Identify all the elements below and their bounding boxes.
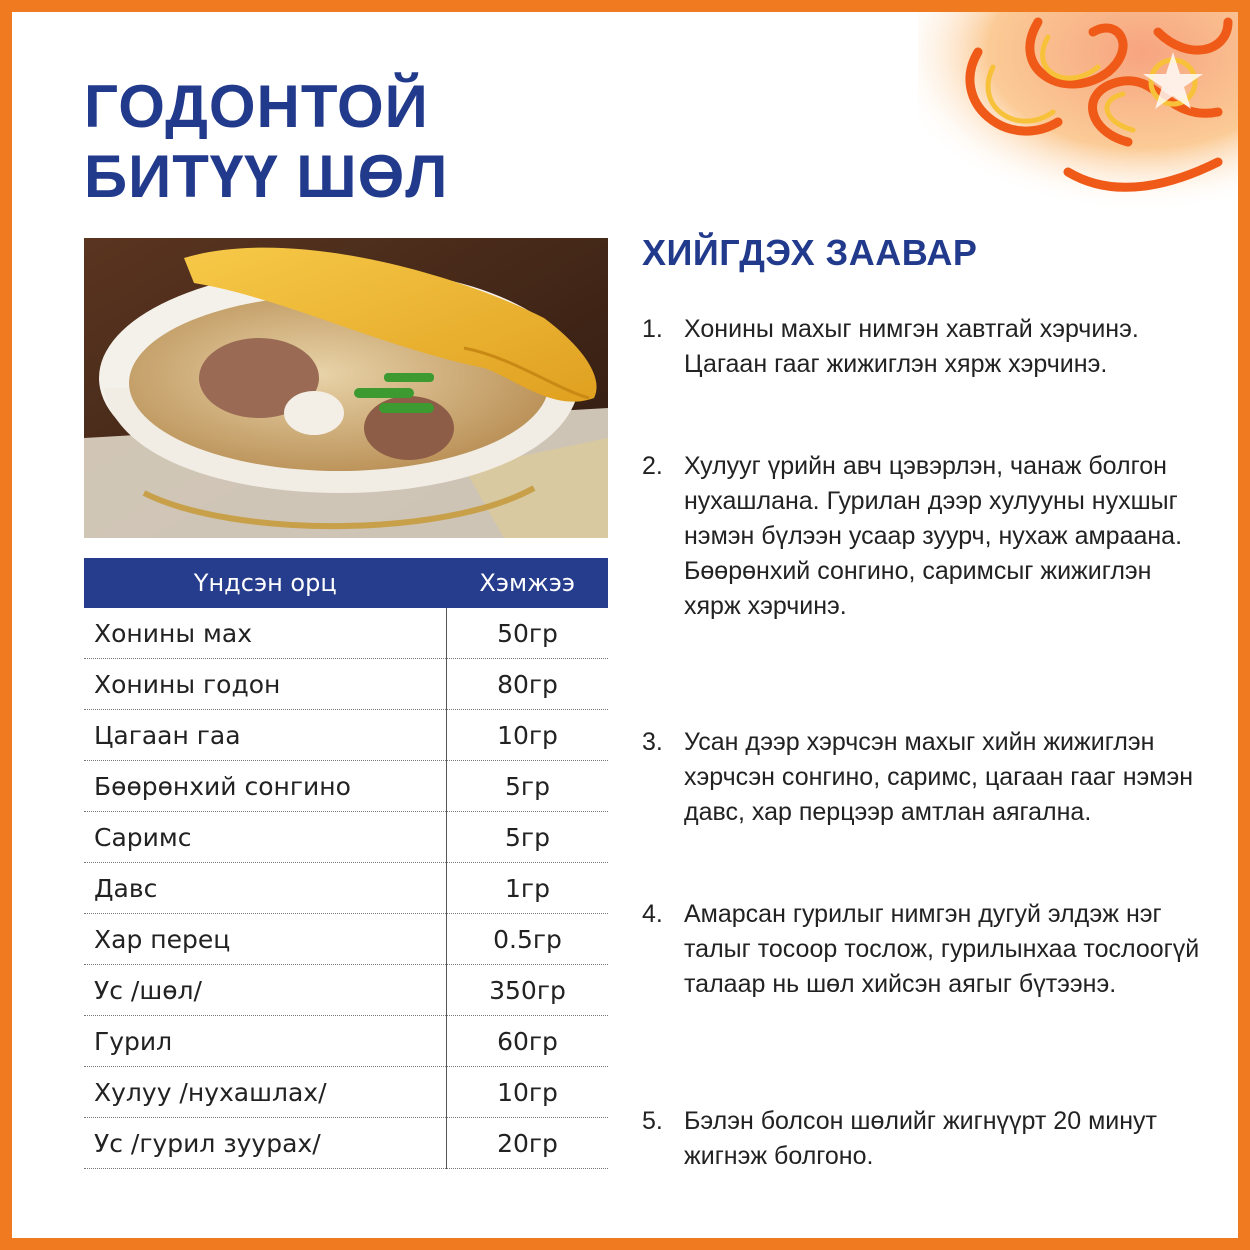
header-amount: Хэмжээ [447, 558, 609, 608]
ingredient-amount: 5гр [447, 761, 609, 812]
instruction-step-5 [642, 1104, 1202, 1174]
ingredient-name: Саримс [84, 812, 447, 863]
table-row [84, 914, 608, 965]
table-row [84, 761, 608, 812]
title-line-2: БИТҮҮ ШӨЛ [84, 143, 449, 210]
ingredient-name: Хонины годон [84, 659, 447, 710]
ingredient-name: Хар перец [84, 914, 447, 965]
instruction-step-3 [642, 725, 1202, 830]
table-row [84, 965, 608, 1016]
step-number: 3. [642, 728, 663, 756]
step-number: 1. [642, 315, 663, 343]
step-text: Хулууг үрийн авч цэвэрлэн, чанаж болгон нухашлана. Гурилан дээр хулууны нухшыг нэмэн бүлээн усаар зуурч, нухаж амраана. Бөөрөнхий сонгино, саримсыг жижиглэн хярж хэрчинэ. [684, 452, 1183, 620]
ingredient-amount: 1гр [447, 863, 609, 914]
instruction-step-4 [642, 897, 1202, 1002]
ingredient-amount: 10гр [447, 1067, 609, 1118]
header-ingredient: Үндсэн орц [84, 558, 447, 608]
table-row [84, 1118, 608, 1169]
page-title [84, 72, 448, 212]
table-row [84, 710, 608, 761]
step-number: 4. [642, 900, 663, 928]
table-row [84, 812, 608, 863]
table-row [84, 608, 608, 659]
table-row [84, 1067, 608, 1118]
step-text: Бэлэн болсон шөлийг жигнүүрт 20 минут жигнэж болгоно. [684, 1107, 1157, 1170]
ingredient-amount: 50гр [447, 608, 609, 659]
ingredient-amount: 0.5гр [447, 914, 609, 965]
table-row [84, 863, 608, 914]
table-row [84, 1016, 608, 1067]
instruction-step-2 [642, 449, 1202, 624]
ingredient-name: Бөөрөнхий сонгино [84, 761, 447, 812]
step-number: 2. [642, 452, 663, 480]
ingredient-name: Ус /гурил зуурах/ [84, 1118, 447, 1169]
ingredient-name: Гурил [84, 1016, 447, 1067]
title-line-1: ГОДОНТОЙ [84, 73, 429, 140]
step-text: Усан дээр хэрчсэн махыг хийн жижиглэн хэрчсэн сонгино, саримс, цагаан гааг нэмэн давс, хар перцээр амтлан аягална. [684, 728, 1194, 826]
ingredient-amount: 10гр [447, 710, 609, 761]
ingredients-table [84, 558, 608, 1169]
ingredient-amount: 5гр [447, 812, 609, 863]
ornament-decoration [918, 12, 1238, 212]
soup-photo [84, 238, 608, 538]
step-text: Хонины махыг нимгэн хавтгай хэрчинэ. Цагаан гааг жижиглэн хярж хэрчинэ. [684, 315, 1139, 378]
ingredients-header-row [84, 558, 608, 608]
ingredient-amount: 60гр [447, 1016, 609, 1067]
ingredient-name: Ус /шөл/ [84, 965, 447, 1016]
ingredient-name: Давс [84, 863, 447, 914]
instructions-title: ХИЙГДЭХ ЗААВАР [642, 232, 978, 273]
ingredient-amount: 350гр [447, 965, 609, 1016]
ingredient-name: Цагаан гаа [84, 710, 447, 761]
instruction-step-1 [642, 312, 1202, 382]
ingredient-amount: 80гр [447, 659, 609, 710]
table-row [84, 659, 608, 710]
step-number: 5. [642, 1107, 663, 1135]
ingredient-name: Хулуу /нухашлах/ [84, 1067, 447, 1118]
ingredient-amount: 20гр [447, 1118, 609, 1169]
step-text: Амарсан гурилыг нимгэн дугуй элдэж нэг талыг тосоор тослож, гурилынхаа тослоогүй талаар нь шөл хийсэн аягыг бүтээнэ. [684, 900, 1200, 998]
ingredient-name: Хонины мах [84, 608, 447, 659]
